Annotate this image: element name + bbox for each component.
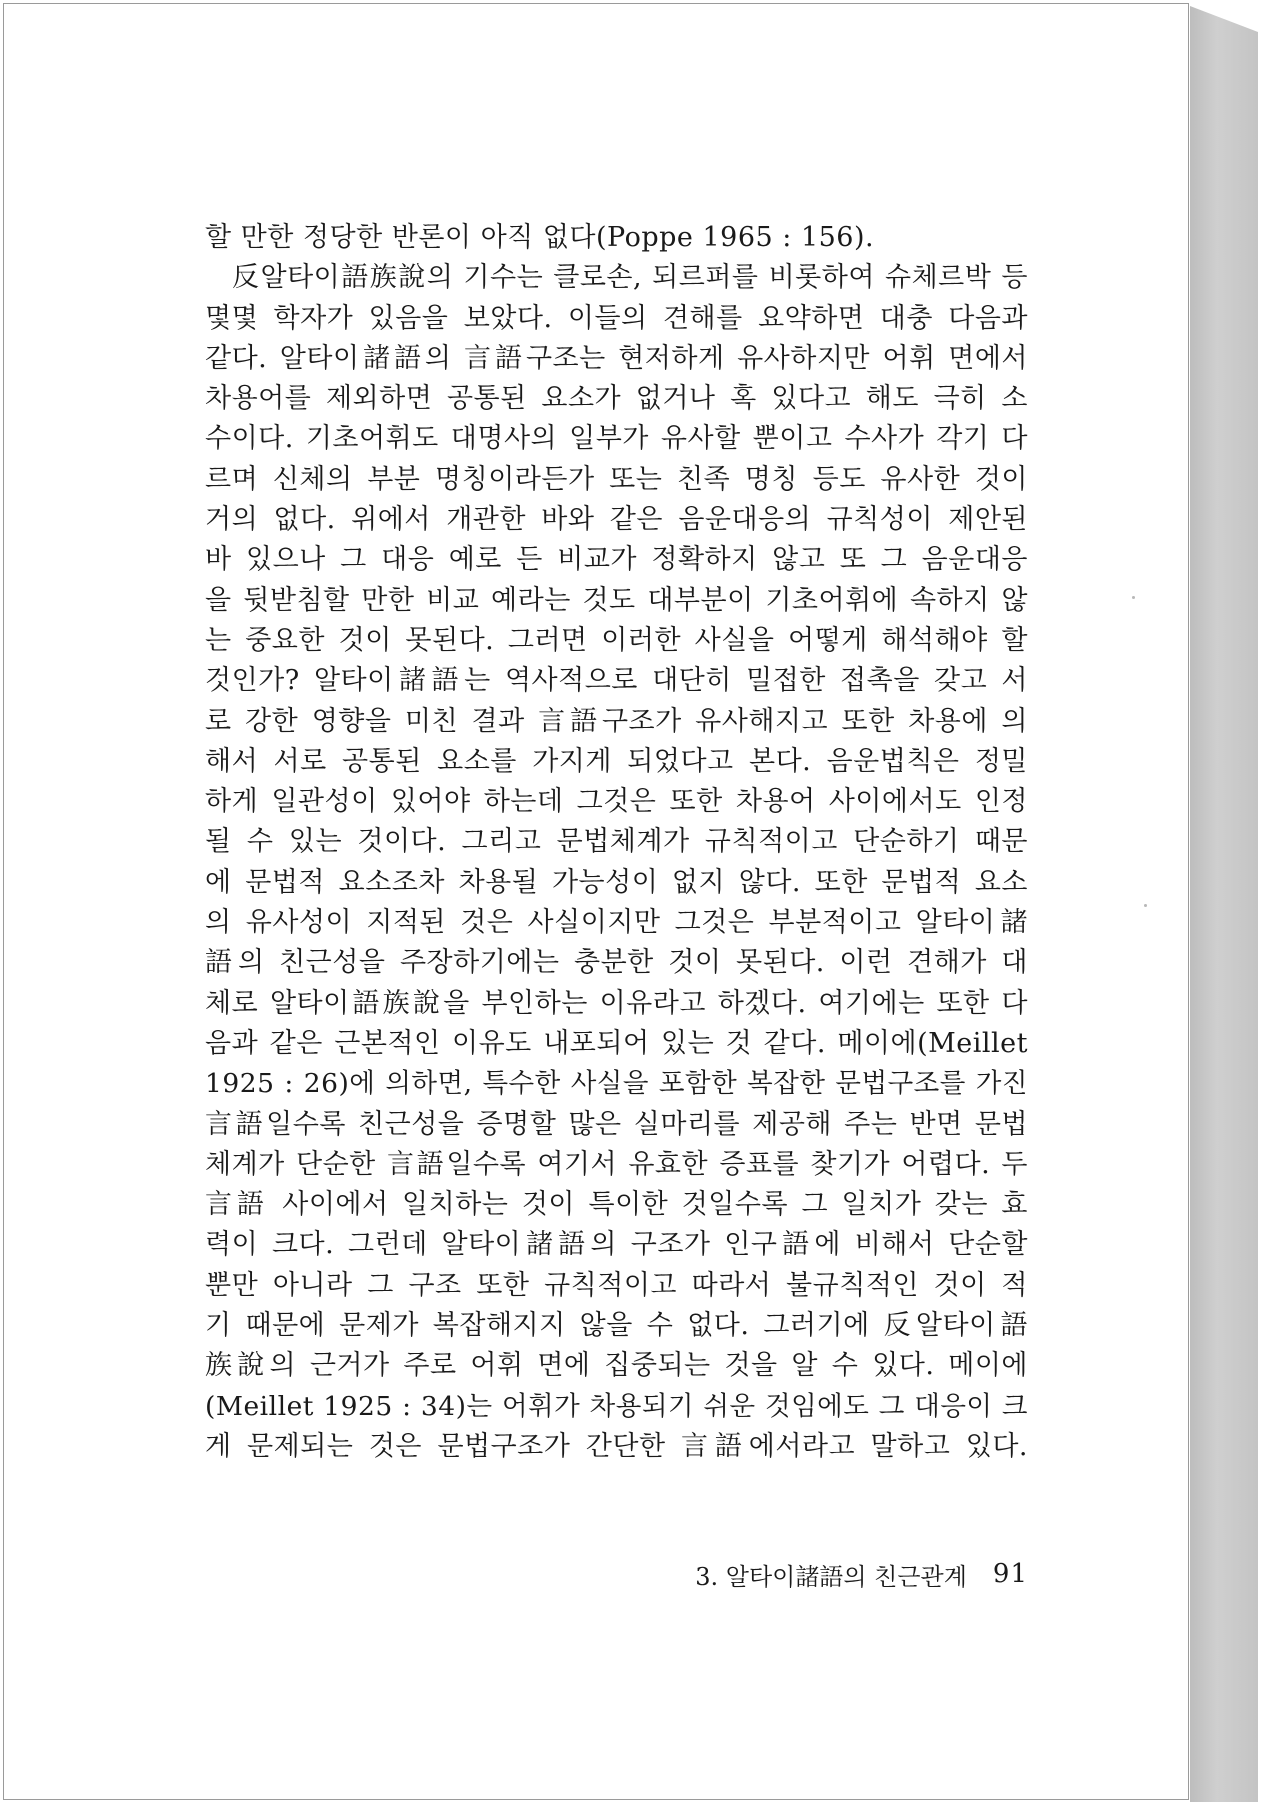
text-line: 거의 없다. 위에서 개관한 바와 같은 음운대응의 규칙성이 제안된 xyxy=(205,504,1028,536)
text-line: 에 문법적 요소조차 차용될 가능성이 없지 않다. 또한 문법적 요소 xyxy=(205,866,1028,898)
text-line: 될 수 있는 것이다. 그리고 문법체계가 규칙적이고 단순하기 때문 xyxy=(205,826,1028,858)
text-line: 1925 : 26)에 의하면, 특수한 사실을 포함한 복잡한 문법구조를 가진 xyxy=(205,1068,1028,1100)
text-line: 言語 사이에서 일치하는 것이 특이한 것일수록 그 일치가 갖는 효 xyxy=(205,1189,1028,1221)
text-line: 뿐만 아니라 그 구조 또한 규칙적이고 따라서 불규칙적인 것이 적 xyxy=(205,1269,1028,1301)
text-line: 체계가 단순한 言語일수록 여기서 유효한 증표를 찾기가 어렵다. 두 xyxy=(205,1148,1028,1180)
text-line: 게 문제되는 것은 문법구조가 간단한 言語에서라고 말하고 있다. xyxy=(205,1430,1028,1462)
text-line: 같다. 알타이諸語의 言語구조는 현저하게 유사하지만 어휘 면에서 xyxy=(205,342,1028,374)
text-line: 語의 친근성을 주장하기에는 충분한 것이 못된다. 이런 견해가 대 xyxy=(205,947,1028,979)
text-line: 할 만한 정당한 반론이 아직 없다(Poppe 1965 : 156). xyxy=(205,222,875,253)
text-line: 기 때문에 문제가 복잡해지지 않을 수 없다. 그러기에 反알타이語 xyxy=(205,1310,1028,1342)
text-line: 차용어를 제외하면 공통된 요소가 없거나 혹 있다고 해도 극히 소 xyxy=(205,383,1028,415)
text-line: 해서 서로 공통된 요소를 가지게 되었다고 본다. 음운법칙은 정밀 xyxy=(205,745,1028,777)
text-line: 것인가? 알타이諸語는 역사적으로 대단히 밀접한 접촉을 갖고 서 xyxy=(205,665,1028,697)
paragraph-start-line: 反알타이語族說의 기수는 클로손, 되르퍼를 비롯하여 슈체르박 등 xyxy=(232,262,1028,294)
text-line: 력이 크다. 그런데 알타이諸語의 구조가 인구語에 비해서 단순할 xyxy=(205,1229,1028,1261)
text-line: 族說의 근거가 주로 어휘 면에 집중되는 것을 알 수 있다. 메이에 xyxy=(205,1350,1028,1382)
page-number: 91 xyxy=(992,1559,1028,1589)
text-line: 음과 같은 근본적인 이유도 내포되어 있는 것 같다. 메이에(Meillet xyxy=(205,1027,1028,1059)
text-line: 르며 신체의 부분 명칭이라든가 또는 친족 명칭 등도 유사한 것이 xyxy=(205,463,1028,495)
chapter-title: 3. 알타이諸語의 친근관계 xyxy=(695,1562,967,1591)
text-line: 의 유사성이 지적된 것은 사실이지만 그것은 부분적이고 알타이諸 xyxy=(205,907,1028,939)
text-line: 수이다. 기초어휘도 대명사의 일부가 유사할 뿐이고 수사가 각기 다 xyxy=(205,423,1028,455)
text-line: 몇몇 학자가 있음을 보았다. 이들의 견해를 요약하면 대충 다음과 xyxy=(205,302,1028,334)
scan-speck xyxy=(1132,596,1135,599)
text-line: 는 중요한 것이 못된다. 그러면 이러한 사실을 어떻게 해석해야 할 xyxy=(205,624,1028,656)
text-line: 로 강한 영향을 미친 결과 言語구조가 유사해지고 또한 차용에 의 xyxy=(205,705,1028,737)
text-line: 체로 알타이語族說을 부인하는 이유라고 하겠다. 여기에는 또한 다 xyxy=(205,987,1028,1019)
running-footer xyxy=(660,1556,1028,1592)
text-line: 바 있으나 그 대응 예로 든 비교가 정확하지 않고 또 그 음운대응 xyxy=(205,544,1028,576)
text-line: 言語일수록 친근성을 증명할 많은 실마리를 제공해 주는 반면 문법 xyxy=(205,1108,1028,1140)
text-line: 을 뒷받침할 만한 비교 예라는 것도 대부분이 기초어휘에 속하지 않 xyxy=(205,584,1028,616)
page-edge-thickness xyxy=(1190,6,1258,1802)
scan-speck xyxy=(1144,904,1147,907)
body-text xyxy=(205,218,1028,1467)
text-line: (Meillet 1925 : 34)는 어휘가 차용되기 쉬운 것임에도 그 대응이 크 xyxy=(205,1390,1028,1422)
text-line: 하게 일관성이 있어야 하는데 그것은 또한 차용어 사이에서도 인정 xyxy=(205,786,1028,818)
